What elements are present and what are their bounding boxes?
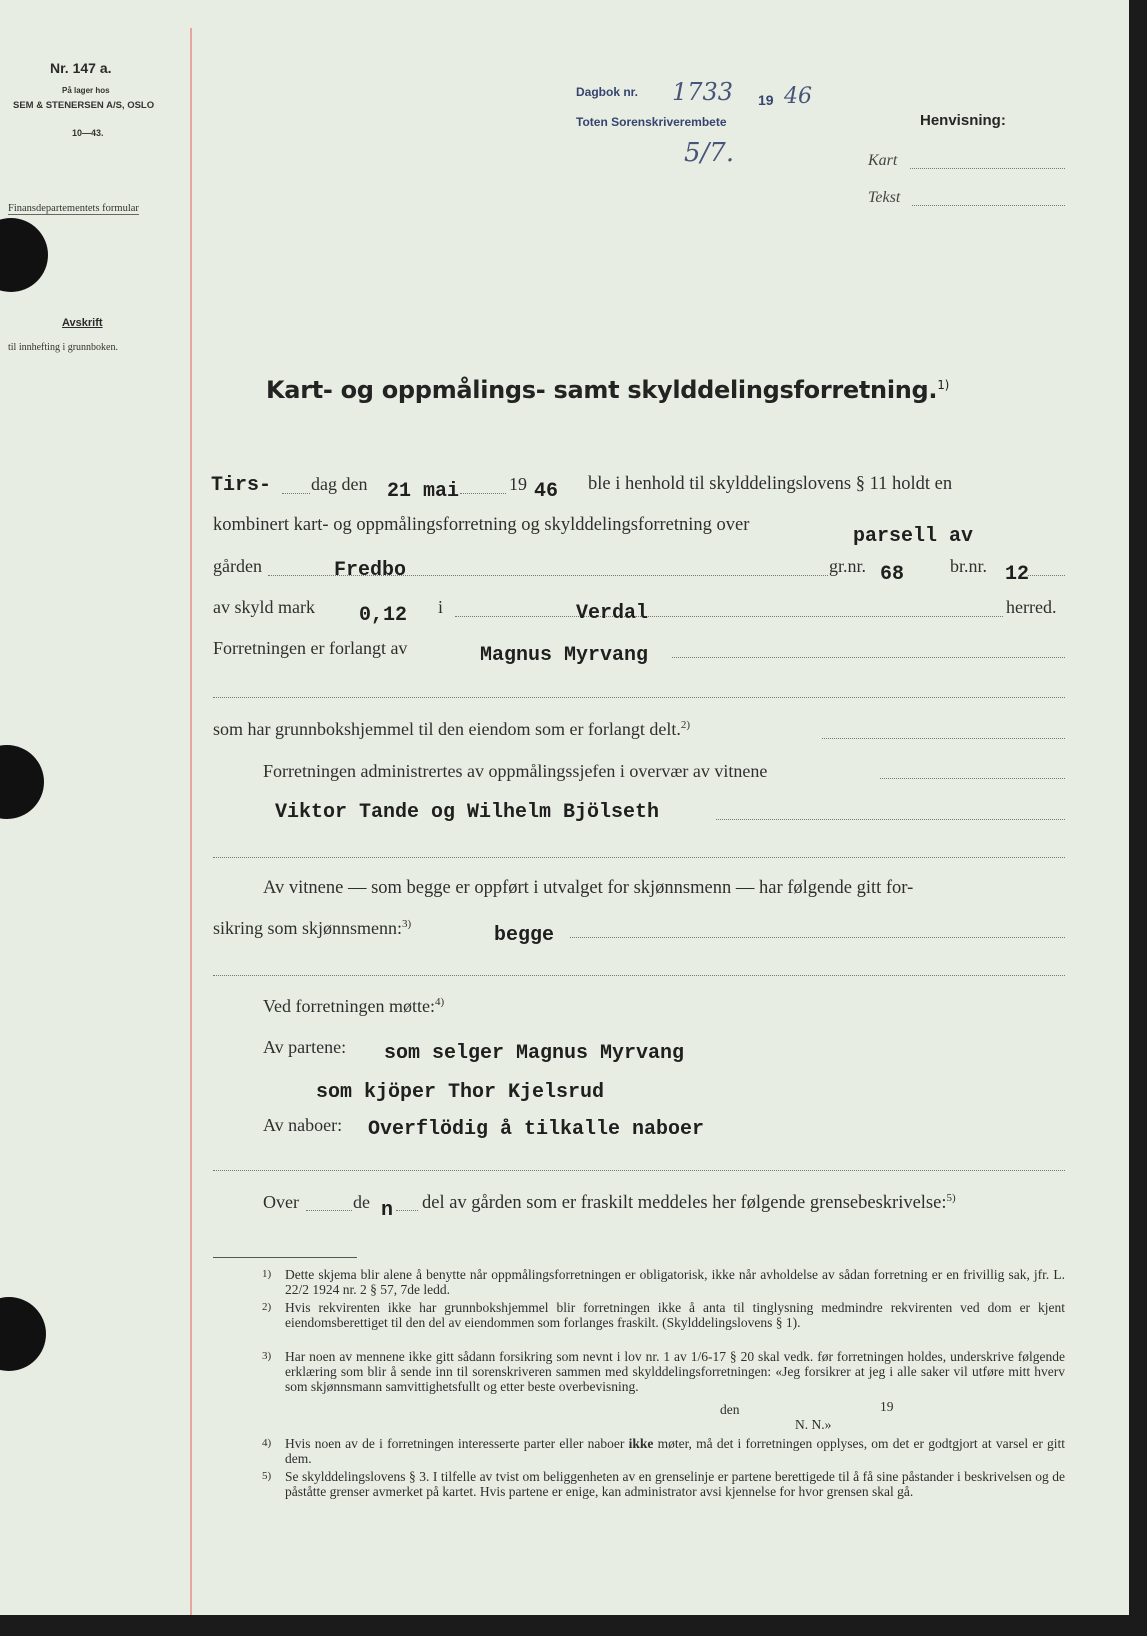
dot-leader <box>880 778 1065 779</box>
punch-hole <box>0 745 44 819</box>
footnote-1: Dette skjema blir alene å benytte når oppmålingsforretningen er obligatorisk, ikke når avholdelse av sådan forretning er en frivillig sak, jfr. L. 22/2 1924 nr. 2 § 57, 7de ledd. <box>285 1267 1065 1297</box>
line1-text: ble i henhold til skylddelingslovens § 11 holdt en <box>588 474 953 494</box>
map-field <box>910 168 1065 169</box>
publisher-line2: SEM & STENERSEN A/S, OSLO <box>13 100 155 111</box>
margin-rule <box>190 28 192 1615</box>
hand-note: 5/7. <box>684 138 735 168</box>
footnote-3-number: 3) <box>262 1350 272 1362</box>
dag-label: dag den <box>311 474 368 494</box>
over-value: parsell av <box>853 525 974 548</box>
farm-label: gården <box>213 556 262 576</box>
footnote-3-signature: N. N.» <box>795 1417 832 1432</box>
dot-leader <box>460 493 506 494</box>
line2-text: kombinert kart- og oppmålingsforretning og skylddelingsforretning over <box>213 515 750 535</box>
footnote-3-den: den <box>720 1402 740 1417</box>
text-label: Tekst <box>868 189 901 206</box>
footnote-3-year: 19 <box>880 1399 894 1414</box>
dot-leader <box>1028 575 1065 576</box>
dot-leader <box>306 1210 352 1211</box>
de-value: n <box>381 1199 394 1222</box>
dot-leader <box>672 657 1065 658</box>
dot-leader <box>396 1210 418 1211</box>
over-label: Over <box>263 1192 299 1212</box>
print-code: 10—43. <box>72 128 104 138</box>
brnr-label: br.nr. <box>950 556 988 576</box>
publisher-line1: På lager hos <box>62 86 110 95</box>
requested-label: Forretningen er forlangt av <box>213 638 408 658</box>
herred-value: Verdal <box>576 602 649 625</box>
court-stamp: Toten Sorenskriverembete <box>576 115 727 129</box>
parties-seller: som selger Magnus Myrvang <box>384 1042 685 1065</box>
requested-value: Magnus Myrvang <box>480 644 649 667</box>
parties-label: Av partene: <box>263 1037 347 1057</box>
reference-heading: Henvisning: <box>920 112 1006 129</box>
day-value: Tirs- <box>211 474 272 497</box>
footnote-rule <box>213 1257 357 1258</box>
de-label: de <box>353 1192 370 1212</box>
punch-hole <box>0 1297 46 1371</box>
form-number: Nr. 147 a. <box>50 60 112 76</box>
admin-text: Forretningen administrertes av oppmålingssjefen i overvær av vitnene <box>263 761 768 781</box>
farm-value: Fredbo <box>334 559 407 582</box>
diary-stamp-label: Dagbok nr. <box>576 85 639 99</box>
footnote-5-number: 5) <box>262 1470 272 1482</box>
dot-leader <box>570 937 1065 938</box>
neighbors-value: Overflödig å tilkalle naboer <box>368 1118 705 1141</box>
witness-value: begge <box>494 924 555 947</box>
grunnbok-text: som har grunnbokshjemmel til den eiendom som er forlangt delt.$^{2)}$ <box>213 719 691 739</box>
year-prefix: 19 <box>509 474 527 494</box>
footnote-5: Se skylddelingslovens § 3. I tilfelle av tvist om beliggenheten av en grenselinje er partene berettigede til å få sine påstander i beskrivelsen og de påståtte grenser avmerket på kartet. Hvis partene er enige, kan administrator avsi kjennelse for hvor grensen skal gå. <box>285 1469 1065 1499</box>
copy-label: Avskrift <box>62 317 103 329</box>
grnr-label: gr.nr. <box>829 556 867 576</box>
dot-leader <box>213 697 1065 698</box>
neighbors-label: Av naboer: <box>263 1115 343 1135</box>
witness-text-line2: sikring som skjønnsmenn:$^{3)}$ <box>213 918 412 938</box>
skyld-value: 0,12 <box>359 604 408 627</box>
text-field <box>912 205 1065 206</box>
copy-note: til innhefting i grunnboken. <box>8 342 118 353</box>
dot-leader <box>455 616 1003 617</box>
footnote-1-number: 1) <box>262 1268 272 1280</box>
diary-year: 46 <box>784 84 812 109</box>
diary-number: 1733 <box>672 78 734 106</box>
i-label: i <box>438 597 444 617</box>
witness-text-line1: Av vitnene — som begge er oppført i utvalget for skjønnsmenn — har følgende gitt for- <box>263 878 914 898</box>
witnesses-value: Viktor Tande og Wilhelm Bjölseth <box>275 801 660 824</box>
footnote-4-number: 4) <box>262 1437 272 1449</box>
dot-leader <box>282 493 310 494</box>
boundary-text: del av gården som er fraskilt meddeles her følgende grensebeskrivelse:$^{5)}$ <box>422 1192 956 1214</box>
document-title: Kart- og oppmålings- samt skylddelingsforretning.$^{1)}$ <box>266 376 949 404</box>
dot-leader <box>716 819 1065 820</box>
punch-hole <box>0 218 48 292</box>
dot-leader <box>213 975 1065 976</box>
skyld-label: av skyld mark <box>213 597 315 617</box>
grnr-value: 68 <box>880 563 905 586</box>
attend-text: Ved forretningen møtte:$^{4)}$ <box>263 996 445 1016</box>
dot-leader <box>213 857 1065 858</box>
dot-leader <box>213 1170 1065 1171</box>
footnote-2: Hvis rekvirenten ikke har grunnbokshjemmel blir forretningen ikke å anta til tinglysning medmindre rekvirenten ved dom er kjent eiendomsberettiget til den del av eiendommen som forlanges fraskilt. (Skylddelingslovens § 1). <box>285 1300 1065 1330</box>
footnote-3: Har noen av mennene ikke gitt sådann forsikring som nevnt i lov nr. 1 av 1/6-17 § 20 skal vedk. før forretningen holdes, underskrive følgende erklæring som blir å sende inn til sorenskriveren sammen med skylddelingsforretningen: «Jeg forsikrer at jeg i alle saker vil utføre mitt hverv som skjønnsmann samvittighetsfullt og etter beste overbevisning. <box>285 1349 1065 1394</box>
parties-buyer: som kjöper Thor Kjelsrud <box>316 1081 605 1104</box>
diary-year-prefix: 19 <box>758 92 774 108</box>
footnote-4: Hvis noen av de i forretningen interesserte parter eller naboer ikke møter, må det i forretningen opplyses, om det er godtgjort at varsel er gitt dem. <box>285 1436 1066 1466</box>
map-label: Kart <box>868 152 898 169</box>
department-label: Finansdepartementets formular <box>8 203 139 214</box>
footnote-2-number: 2) <box>262 1301 272 1313</box>
herred-label: herred. <box>1006 597 1057 617</box>
dot-leader <box>822 738 1065 739</box>
year-value: 46 <box>534 480 559 503</box>
brnr-value: 12 <box>1005 563 1030 586</box>
date-value: 21 mai <box>387 480 460 503</box>
